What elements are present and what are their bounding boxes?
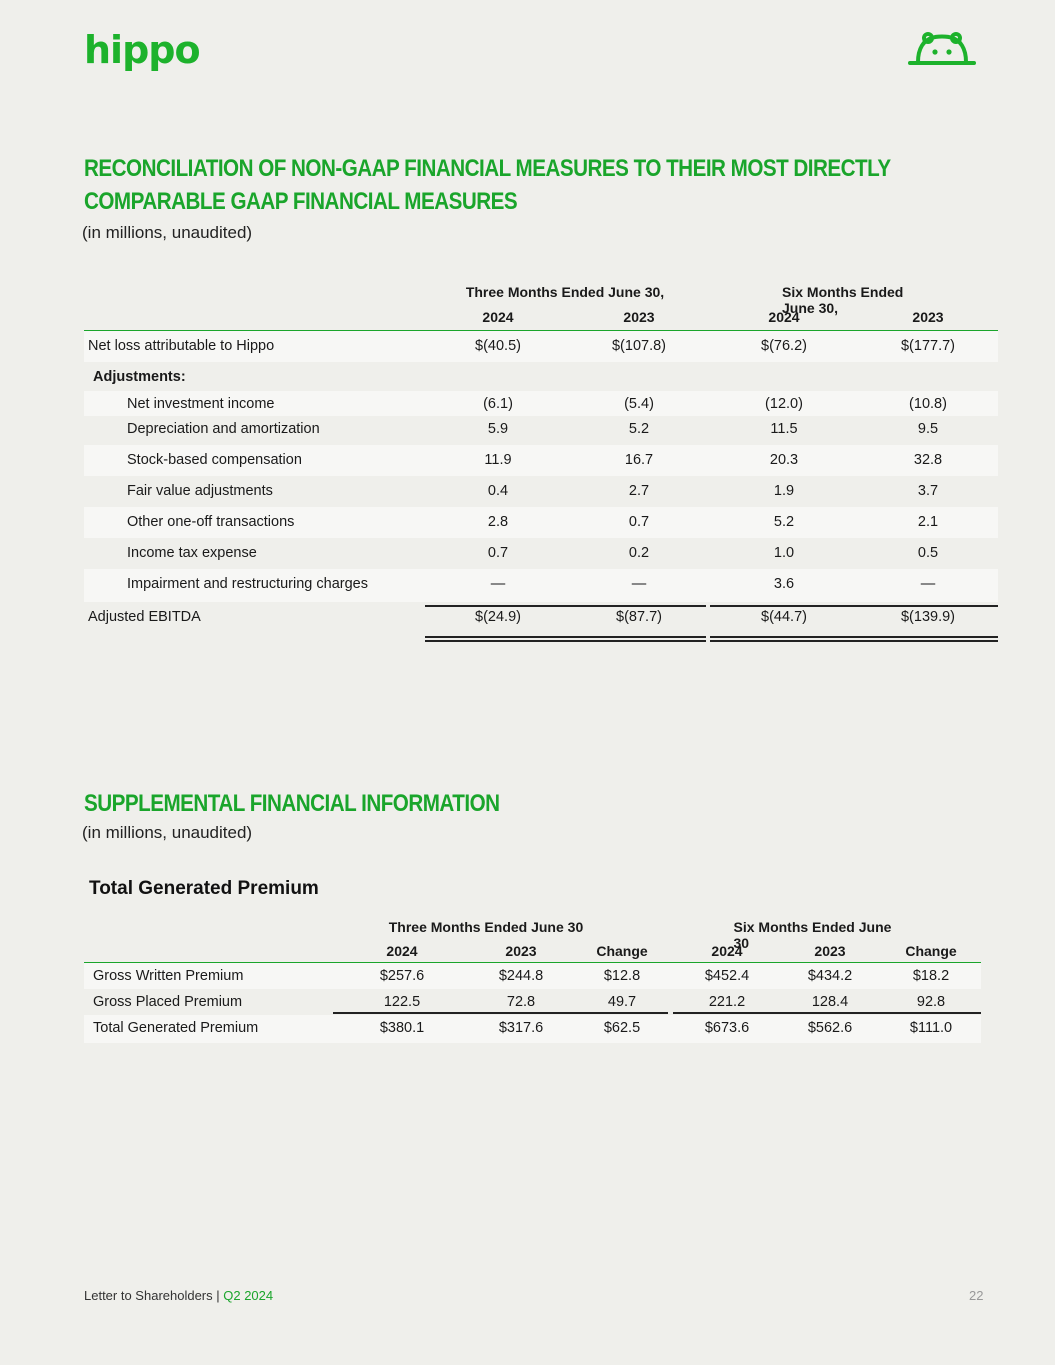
page-number: 22 [969,1288,984,1303]
six-months-header: Six Months Ended June 30, [782,284,904,316]
cell: $(44.7) [761,609,807,625]
hippo-logo: hippo [84,28,200,72]
cell: 16.7 [624,452,654,468]
cell: $673.6 [704,1020,750,1036]
cell: $434.2 [807,968,853,984]
cell: 72.8 [506,994,536,1010]
cell: 0.7 [628,514,650,530]
cell: 11.9 [484,452,512,468]
cell: 0.7 [487,545,509,561]
row-label: Net investment income [127,396,275,412]
row-label: Fair value adjustments [127,483,273,499]
subtotal-rule [673,1012,981,1014]
column-header: Change [596,943,648,959]
subtotal-rule [333,1012,668,1014]
subtotal-rule [425,605,706,607]
reconciliation-table [84,280,998,636]
column-header: 2023 [814,943,846,959]
row-label: Depreciation and amortization [127,421,320,437]
year-header: 2024 [768,309,800,325]
cell: $(177.7) [900,338,956,354]
double-rule [710,636,998,638]
cell: $(24.9) [475,609,521,625]
cell: $380.1 [379,1020,425,1036]
cell: $111.0 [909,1020,953,1036]
cell: 2.8 [487,514,509,530]
footer [84,1288,273,1303]
cell: 128.4 [811,994,849,1010]
row-label: Income tax expense [127,545,257,561]
cell: 11.5 [770,421,798,437]
cell: $257.6 [379,968,425,984]
cell: — [920,576,936,592]
year-header: 2023 [912,309,944,325]
supp-title: SUPPLEMENTAL FINANCIAL INFORMATION [84,790,500,817]
table-row [84,569,998,602]
cell: — [631,576,647,592]
year-header: 2023 [623,309,655,325]
adjusted-ebitda-row [84,602,998,636]
cell: 2.7 [628,483,650,499]
cell: 0.4 [487,483,509,499]
double-rule [710,640,998,642]
row-label: Stock-based compensation [127,452,302,468]
cell: 122.5 [383,994,421,1010]
cell: 0.2 [628,545,650,561]
table-row [84,1015,981,1043]
table-row [84,445,998,476]
double-rule [425,640,706,642]
cell: 20.3 [769,452,799,468]
cell: (6.1) [483,396,513,412]
row-label: Net loss attributable to Hippo [88,338,275,354]
six-months-header: Six Months Ended June 30 [733,919,892,951]
cell: $18.2 [912,968,950,984]
row-label: Impairment and restructuring charges [127,576,368,592]
cell: 5.2 [773,514,795,530]
cell: $(87.7) [616,609,662,625]
cell: 92.8 [916,994,946,1010]
column-header: Change [905,943,957,959]
cell: $562.6 [807,1020,853,1036]
cell: $(139.9) [900,609,956,625]
cell: (10.8) [909,396,947,412]
subtotal-rule [710,605,998,607]
table-row [84,538,998,569]
column-header: 2024 [386,943,418,959]
adjustments-label: Adjustments: [93,369,186,385]
adjustments-row [84,362,998,391]
supp-subtitle: (in millions, unaudited) [82,823,253,842]
table-row [84,507,998,538]
cell: 5.9 [487,421,509,437]
table-row [84,391,998,416]
row-label: Adjusted EBITDA [88,609,201,625]
cell: 3.7 [917,483,939,499]
total-generated-premium-label: Total Generated Premium [89,878,319,899]
recon-subtitle: (in millions, unaudited) [82,223,253,242]
row-label: Gross Placed Premium [93,994,243,1010]
recon-title-line1: RECONCILIATION OF NON-GAAP FINANCIAL MEASURES TO THEIR MOST DIRECTLY [84,155,891,182]
net-loss-row [84,331,998,362]
column-header-row [84,939,981,963]
cell: $62.5 [603,1020,641,1036]
cell: (12.0) [765,396,803,412]
cell: $317.6 [498,1020,544,1036]
cell: $452.4 [704,968,750,984]
cell: 0.5 [917,545,939,561]
row-label: Other one-off transactions [127,514,295,530]
footer-quarter: Q2 2024 [223,1288,274,1303]
recon-title-line2: COMPARABLE GAAP FINANCIAL MEASURES [84,188,518,215]
year-header: 2024 [482,309,514,325]
row-label: Total Generated Premium [93,1020,259,1036]
three-months-header: Three Months Ended June 30 [388,919,584,935]
cell: 2.1 [917,514,939,530]
cell: 9.5 [917,421,939,437]
table-row [84,963,981,989]
cell: 3.6 [773,576,795,592]
year-header-row [84,305,998,330]
cell: 5.2 [628,421,650,437]
three-months-header: Three Months Ended June 30, [465,284,665,300]
cell: 1.0 [773,545,795,561]
table-row [84,416,998,445]
double-rule [425,636,706,638]
cell: — [490,576,506,592]
footer-text: Letter to Shareholders | [84,1288,224,1303]
cell: $244.8 [498,968,544,984]
supplemental-table [84,915,981,1043]
period-header-row [84,280,998,316]
cell: $(76.2) [761,338,807,354]
cell: 221.2 [708,994,746,1010]
table-row [84,476,998,507]
cell: (5.4) [624,396,654,412]
cell: 1.9 [773,483,795,499]
hippo-mascot-icon [908,30,976,66]
cell: $(40.5) [475,338,521,354]
cell: $12.8 [603,968,641,984]
cell: $(107.8) [611,338,667,354]
row-label: Gross Written Premium [93,968,244,984]
cell: 32.8 [913,452,943,468]
column-header: 2024 [711,943,743,959]
column-header: 2023 [505,943,537,959]
cell: 49.7 [607,994,637,1010]
